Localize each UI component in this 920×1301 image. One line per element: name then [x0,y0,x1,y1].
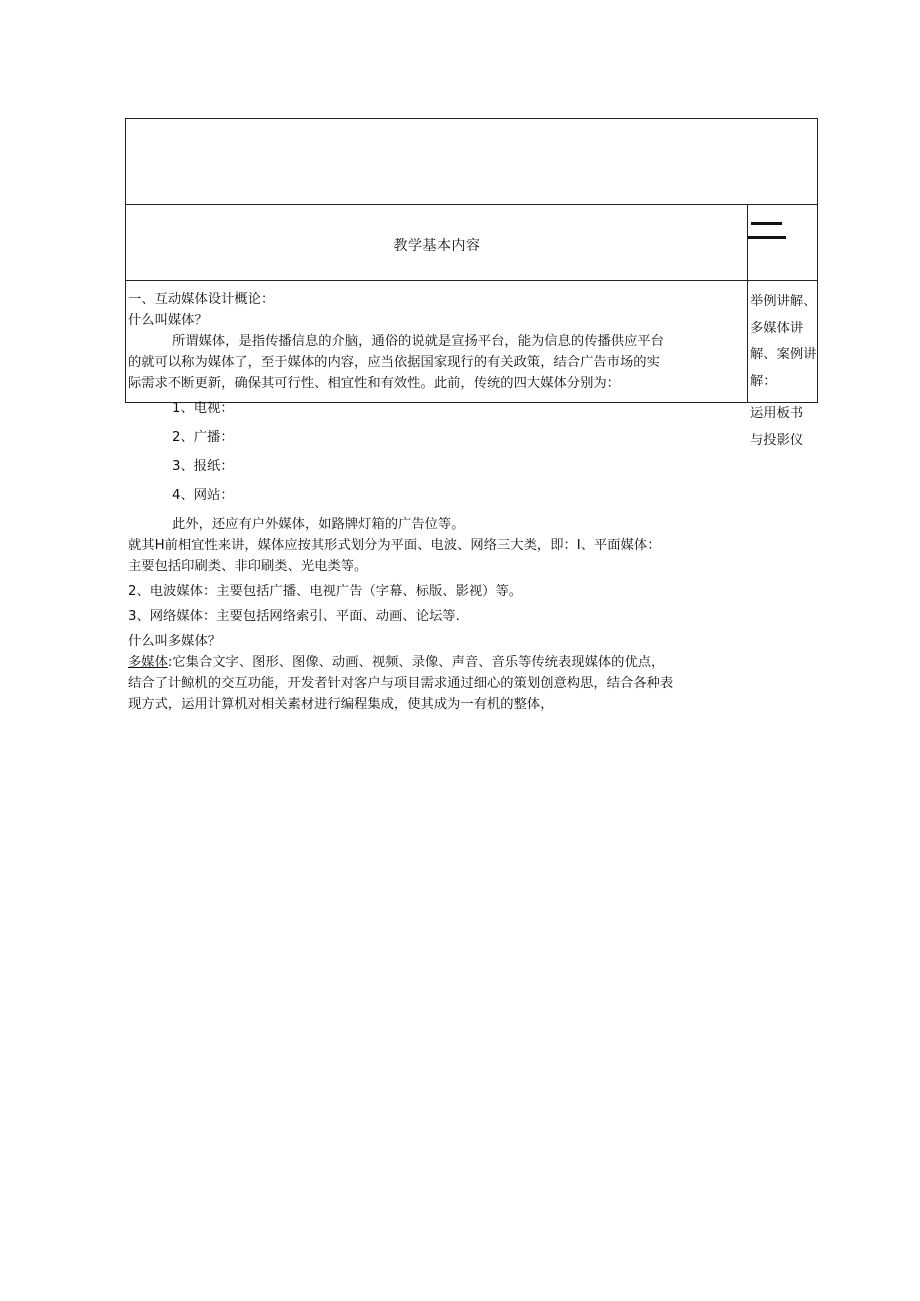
paragraph-categories-line-1: 就其H前相宜性来讲，媒体应按其形式划分为平面、电波、网络三大类，即：I、平面媒体： [128,538,661,553]
paragraph-media-line-1: 所谓媒体，是指传播信息的介脑，通俗的说就是宣扬平台，能为信息的传播供应平台 [172,334,664,349]
header-mark-glyph [748,216,788,256]
method-line: 与投影仪 [750,432,804,448]
multimedia-term: 多媒体 [128,655,168,670]
method-line: 举例讲解、 [750,294,817,309]
question-media: 什么叫媒体？ [128,313,208,328]
multimedia-definition-line-3: 现方式，运用计算机对相关素材进行编程集成，使其成为一有机的整体， [128,697,554,712]
row-divider-top [126,204,817,205]
multimedia-definition-line-1 [128,652,748,673]
media-list-item: 4、网站： [172,488,234,503]
method-line: 多媒体讲 [750,320,804,336]
item-network-media: 3、网络媒体：主要包括网络索引、平面、动画、论坛等. [128,609,460,624]
method-line: 解、案例讲 [750,347,817,362]
media-list-item: 3、报纸： [172,459,234,474]
multimedia-definition-line-2: 结合了计鲸机的交互功能，开发者针对客户与项目需求通过细心的策划创意构思，结合各种表 [128,676,674,691]
teaching-method [750,289,818,454]
paragraph-outdoor: 此外，还应有户外媒体，如路牌灯箱的广告位等。 [172,517,465,532]
paragraph-categories-line-2: 主要包括印刷类、非印刷类、光电类等。 [128,559,368,574]
media-list-item: 2、广播： [172,430,234,445]
method-line: 运用板书 [750,406,804,421]
content-header-title: 教学基本内容 [393,238,481,254]
multimedia-definition-text: :它集合文字、图形、图像、动画、视频、录像、声音、音乐等传统表现媒体的优点， [167,655,665,670]
lesson-table [125,118,818,712]
paragraph-media-line-2: 的就可以称为媒体了，至于媒体的内容，应当依据国家现行的有关政策，结合广告市场的实 [128,355,660,370]
method-line: 解： [750,373,777,389]
teaching-content [128,289,748,715]
item-broadcast-media: 2、电波媒体：主要包括广播、电视广告（字幕、标版、影视）等。 [128,584,523,599]
row-divider-header [126,280,817,281]
question-multimedia: 什么叫多媒体？ [128,634,222,649]
media-list-item: 1、电视： [172,401,234,416]
section-heading: 一、互动媒体设计概论： [128,292,275,307]
paragraph-media-line-3: 际需求不断更新，确保其可行性、相宜性和有效性。此前，传统的四大媒体分别为： [128,376,620,391]
